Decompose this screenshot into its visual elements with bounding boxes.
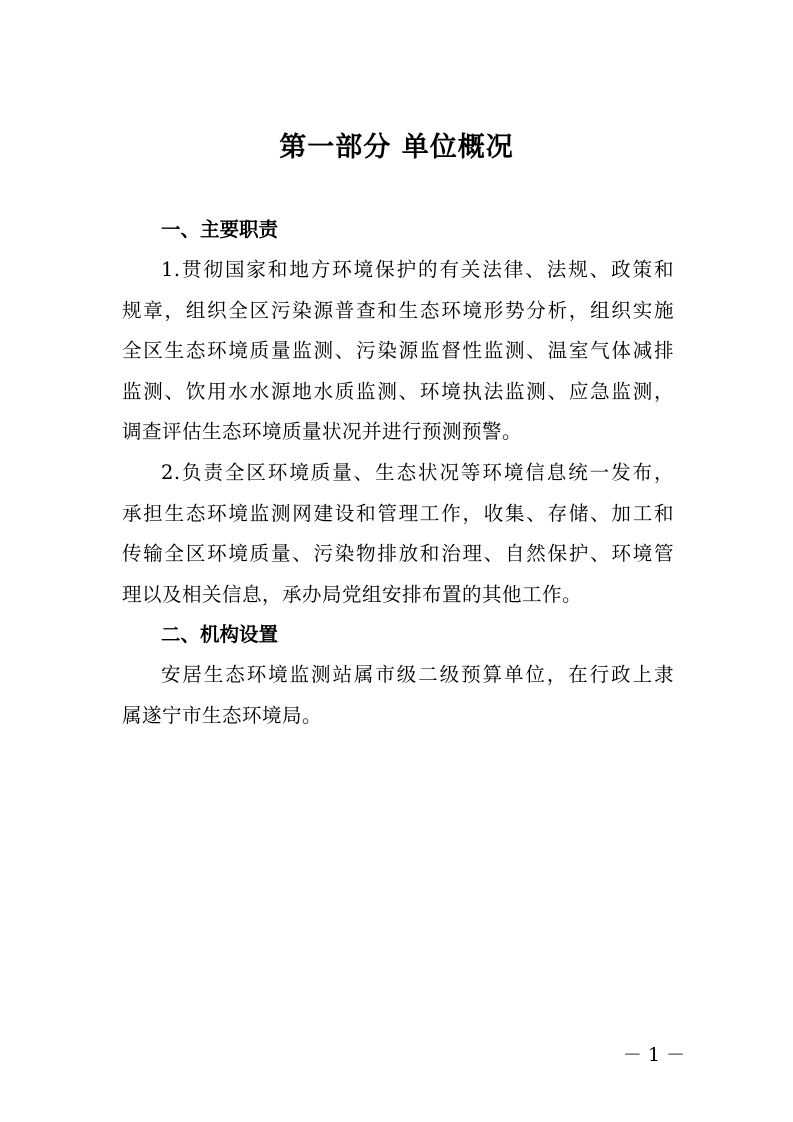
- paragraph-duty-1: [122, 250, 674, 453]
- text-line: 理以及相关信息，承办局党组安排布置的其他工作。: [122, 582, 583, 606]
- text-line: 安居生态环境监测站属市级二级预算单位，在行政上隶: [161, 663, 674, 687]
- document-body: [122, 210, 674, 737]
- paragraph-organization: [122, 655, 674, 736]
- section-heading-duties: 一、主要职责: [161, 218, 279, 241]
- page-number: － 1 －: [622, 1044, 686, 1066]
- text-line: 承担生态环境监测网建设和管理工作，收集、存储、加工和: [122, 501, 674, 525]
- text-line: 调查评估生态环境质量状况并进行预测预警。: [122, 420, 523, 444]
- text-line: 传输全区环境质量、污染物排放和治理、自然保护、环境管: [122, 542, 674, 566]
- text-line: 监测、饮用水水源地水质监测、环境执法监测、应急监测，: [122, 379, 674, 403]
- page-title: 第一部分 单位概况: [279, 132, 514, 163]
- paragraph-duty-2: [122, 453, 674, 615]
- text-line: 全区生态环境质量监测、污染源监督性监测、温室气体减排: [122, 339, 674, 363]
- text-line: 1.贯彻国家和地方环境保护的有关法律、法规、政策和: [161, 258, 674, 281]
- text-line: 2.负责全区环境质量、生态状况等环境信息统一发布，: [161, 460, 674, 484]
- text-line: 规章，组织全区污染源普查和生态环境形势分析，组织实施: [122, 298, 674, 322]
- section-heading-organization: 二、机构设置: [161, 623, 279, 647]
- text-line: 属遂宁市生态环境局。: [122, 703, 323, 727]
